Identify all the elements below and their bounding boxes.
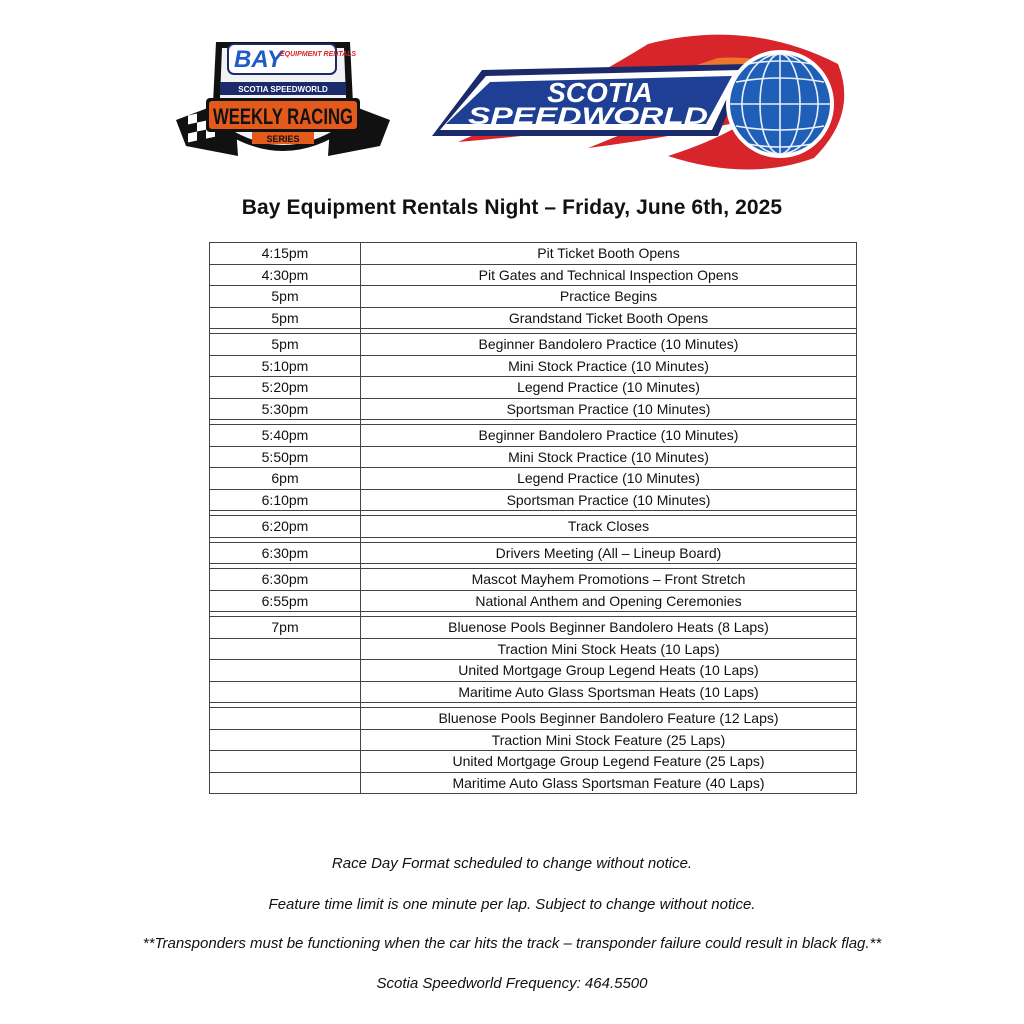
- schedule-time: 5pm: [210, 286, 361, 308]
- svg-text:SERIES: SERIES: [266, 134, 300, 144]
- schedule-event: Mini Stock Practice (10 Minutes): [361, 446, 857, 468]
- schedule-time: 4:30pm: [210, 264, 361, 286]
- schedule-time: 5:30pm: [210, 398, 361, 420]
- schedule-row: [210, 681, 857, 703]
- schedule-event: Traction Mini Stock Heats (10 Laps): [361, 638, 857, 660]
- page-title: Bay Equipment Rentals Night – Friday, June 6th, 2025: [241, 196, 783, 219]
- schedule-row: [210, 590, 857, 612]
- schedule-event: Grandstand Ticket Booth Opens: [361, 307, 857, 329]
- schedule-time: 7pm: [210, 617, 361, 639]
- format-notice: Race Day Format scheduled to change without notice.: [331, 855, 693, 872]
- time-limit-notice: Feature time limit is one minute per lap. Subject to change without notice.: [268, 896, 756, 913]
- schedule-time: 6:10pm: [210, 489, 361, 511]
- schedule-row: [210, 398, 857, 420]
- schedule-time: 6pm: [210, 468, 361, 490]
- schedule-event: United Mortgage Group Legend Feature (25 Laps): [361, 751, 857, 773]
- svg-text:EQUIPMENT RENTALS: EQUIPMENT RENTALS: [280, 51, 357, 58]
- schedule-row: [210, 708, 857, 730]
- schedule-event: Maritime Auto Glass Sportsman Heats (10 Laps): [361, 681, 857, 703]
- schedule-event: Practice Begins: [361, 286, 857, 308]
- schedule-time: 5:10pm: [210, 355, 361, 377]
- schedule-row: [210, 542, 857, 564]
- schedule-event: Bluenose Pools Beginner Bandolero Feature (12 Laps): [361, 708, 857, 730]
- schedule-time: 5:20pm: [210, 377, 361, 399]
- schedule-row: [210, 334, 857, 356]
- globe-icon: [728, 52, 832, 156]
- schedule-row: [210, 355, 857, 377]
- schedule-event: Traction Mini Stock Feature (25 Laps): [361, 729, 857, 751]
- schedule-time: [210, 751, 361, 773]
- schedule-row: [210, 377, 857, 399]
- schedule-event: Beginner Bandolero Practice (10 Minutes): [361, 425, 857, 447]
- schedule-time: 6:20pm: [210, 516, 361, 538]
- schedule-time: 5:40pm: [210, 425, 361, 447]
- schedule-row: [210, 569, 857, 591]
- schedule-row: [210, 729, 857, 751]
- svg-text:WEEKLY RACING: WEEKLY RACING: [213, 104, 353, 129]
- schedule-time: [210, 638, 361, 660]
- schedule-event: Maritime Auto Glass Sportsman Feature (40 Laps): [361, 772, 857, 794]
- schedule-row: [210, 751, 857, 773]
- schedule-row: [210, 243, 857, 265]
- schedule-time: 5pm: [210, 307, 361, 329]
- schedule-event: Pit Ticket Booth Opens: [361, 243, 857, 265]
- schedule-event: National Anthem and Opening Ceremonies: [361, 590, 857, 612]
- schedule-row: [210, 489, 857, 511]
- schedule-event: United Mortgage Group Legend Heats (10 Laps): [361, 660, 857, 682]
- schedule-time: 6:55pm: [210, 590, 361, 612]
- schedule-row: [210, 307, 857, 329]
- schedule-row: [210, 286, 857, 308]
- schedule-row: [210, 264, 857, 286]
- schedule-event: Beginner Bandolero Practice (10 Minutes): [361, 334, 857, 356]
- schedule-event: Sportsman Practice (10 Minutes): [361, 398, 857, 420]
- schedule-event: Bluenose Pools Beginner Bandolero Heats (8 Laps): [361, 617, 857, 639]
- schedule-time: 6:30pm: [210, 542, 361, 564]
- weekly-racing-series-logo: [176, 28, 390, 174]
- schedule-table: [209, 242, 857, 794]
- schedule-event: Mini Stock Practice (10 Minutes): [361, 355, 857, 377]
- schedule-event: Legend Practice (10 Minutes): [361, 468, 857, 490]
- svg-text:SCOTIA: SCOTIA: [547, 77, 653, 108]
- schedule-time: [210, 772, 361, 794]
- schedule-row: [210, 772, 857, 794]
- svg-text:SCOTIA SPEEDWORLD: SCOTIA SPEEDWORLD: [238, 85, 328, 94]
- schedule-event: Sportsman Practice (10 Minutes): [361, 489, 857, 511]
- schedule-time: [210, 660, 361, 682]
- schedule-event: Mascot Mayhem Promotions – Front Stretch: [361, 569, 857, 591]
- schedule-time: [210, 729, 361, 751]
- schedule-row: [210, 425, 857, 447]
- schedule-row: [210, 638, 857, 660]
- scotia-speedworld-logo: [418, 24, 852, 174]
- schedule-event: Track Closes: [361, 516, 857, 538]
- schedule-row: [210, 660, 857, 682]
- schedule-row: [210, 468, 857, 490]
- schedule-row: [210, 446, 857, 468]
- schedule-time: 4:15pm: [210, 243, 361, 265]
- schedule-time: 6:30pm: [210, 569, 361, 591]
- transponder-notice: **Transponders must be functioning when the car hits the track – transponder failure could result in black flag.**: [142, 935, 882, 952]
- schedule-row: [210, 617, 857, 639]
- schedule-time: 5pm: [210, 334, 361, 356]
- schedule-event: Drivers Meeting (All – Lineup Board): [361, 542, 857, 564]
- schedule-row: [210, 516, 857, 538]
- svg-text:SPEEDWORLD: SPEEDWORLD: [468, 103, 708, 130]
- schedule-event: Legend Practice (10 Minutes): [361, 377, 857, 399]
- frequency-notice: Scotia Speedworld Frequency: 464.5500: [376, 975, 648, 992]
- schedule-event: Pit Gates and Technical Inspection Opens: [361, 264, 857, 286]
- schedule-time: 5:50pm: [210, 446, 361, 468]
- schedule-time: [210, 681, 361, 703]
- schedule-time: [210, 708, 361, 730]
- svg-text:BAY: BAY: [234, 46, 283, 73]
